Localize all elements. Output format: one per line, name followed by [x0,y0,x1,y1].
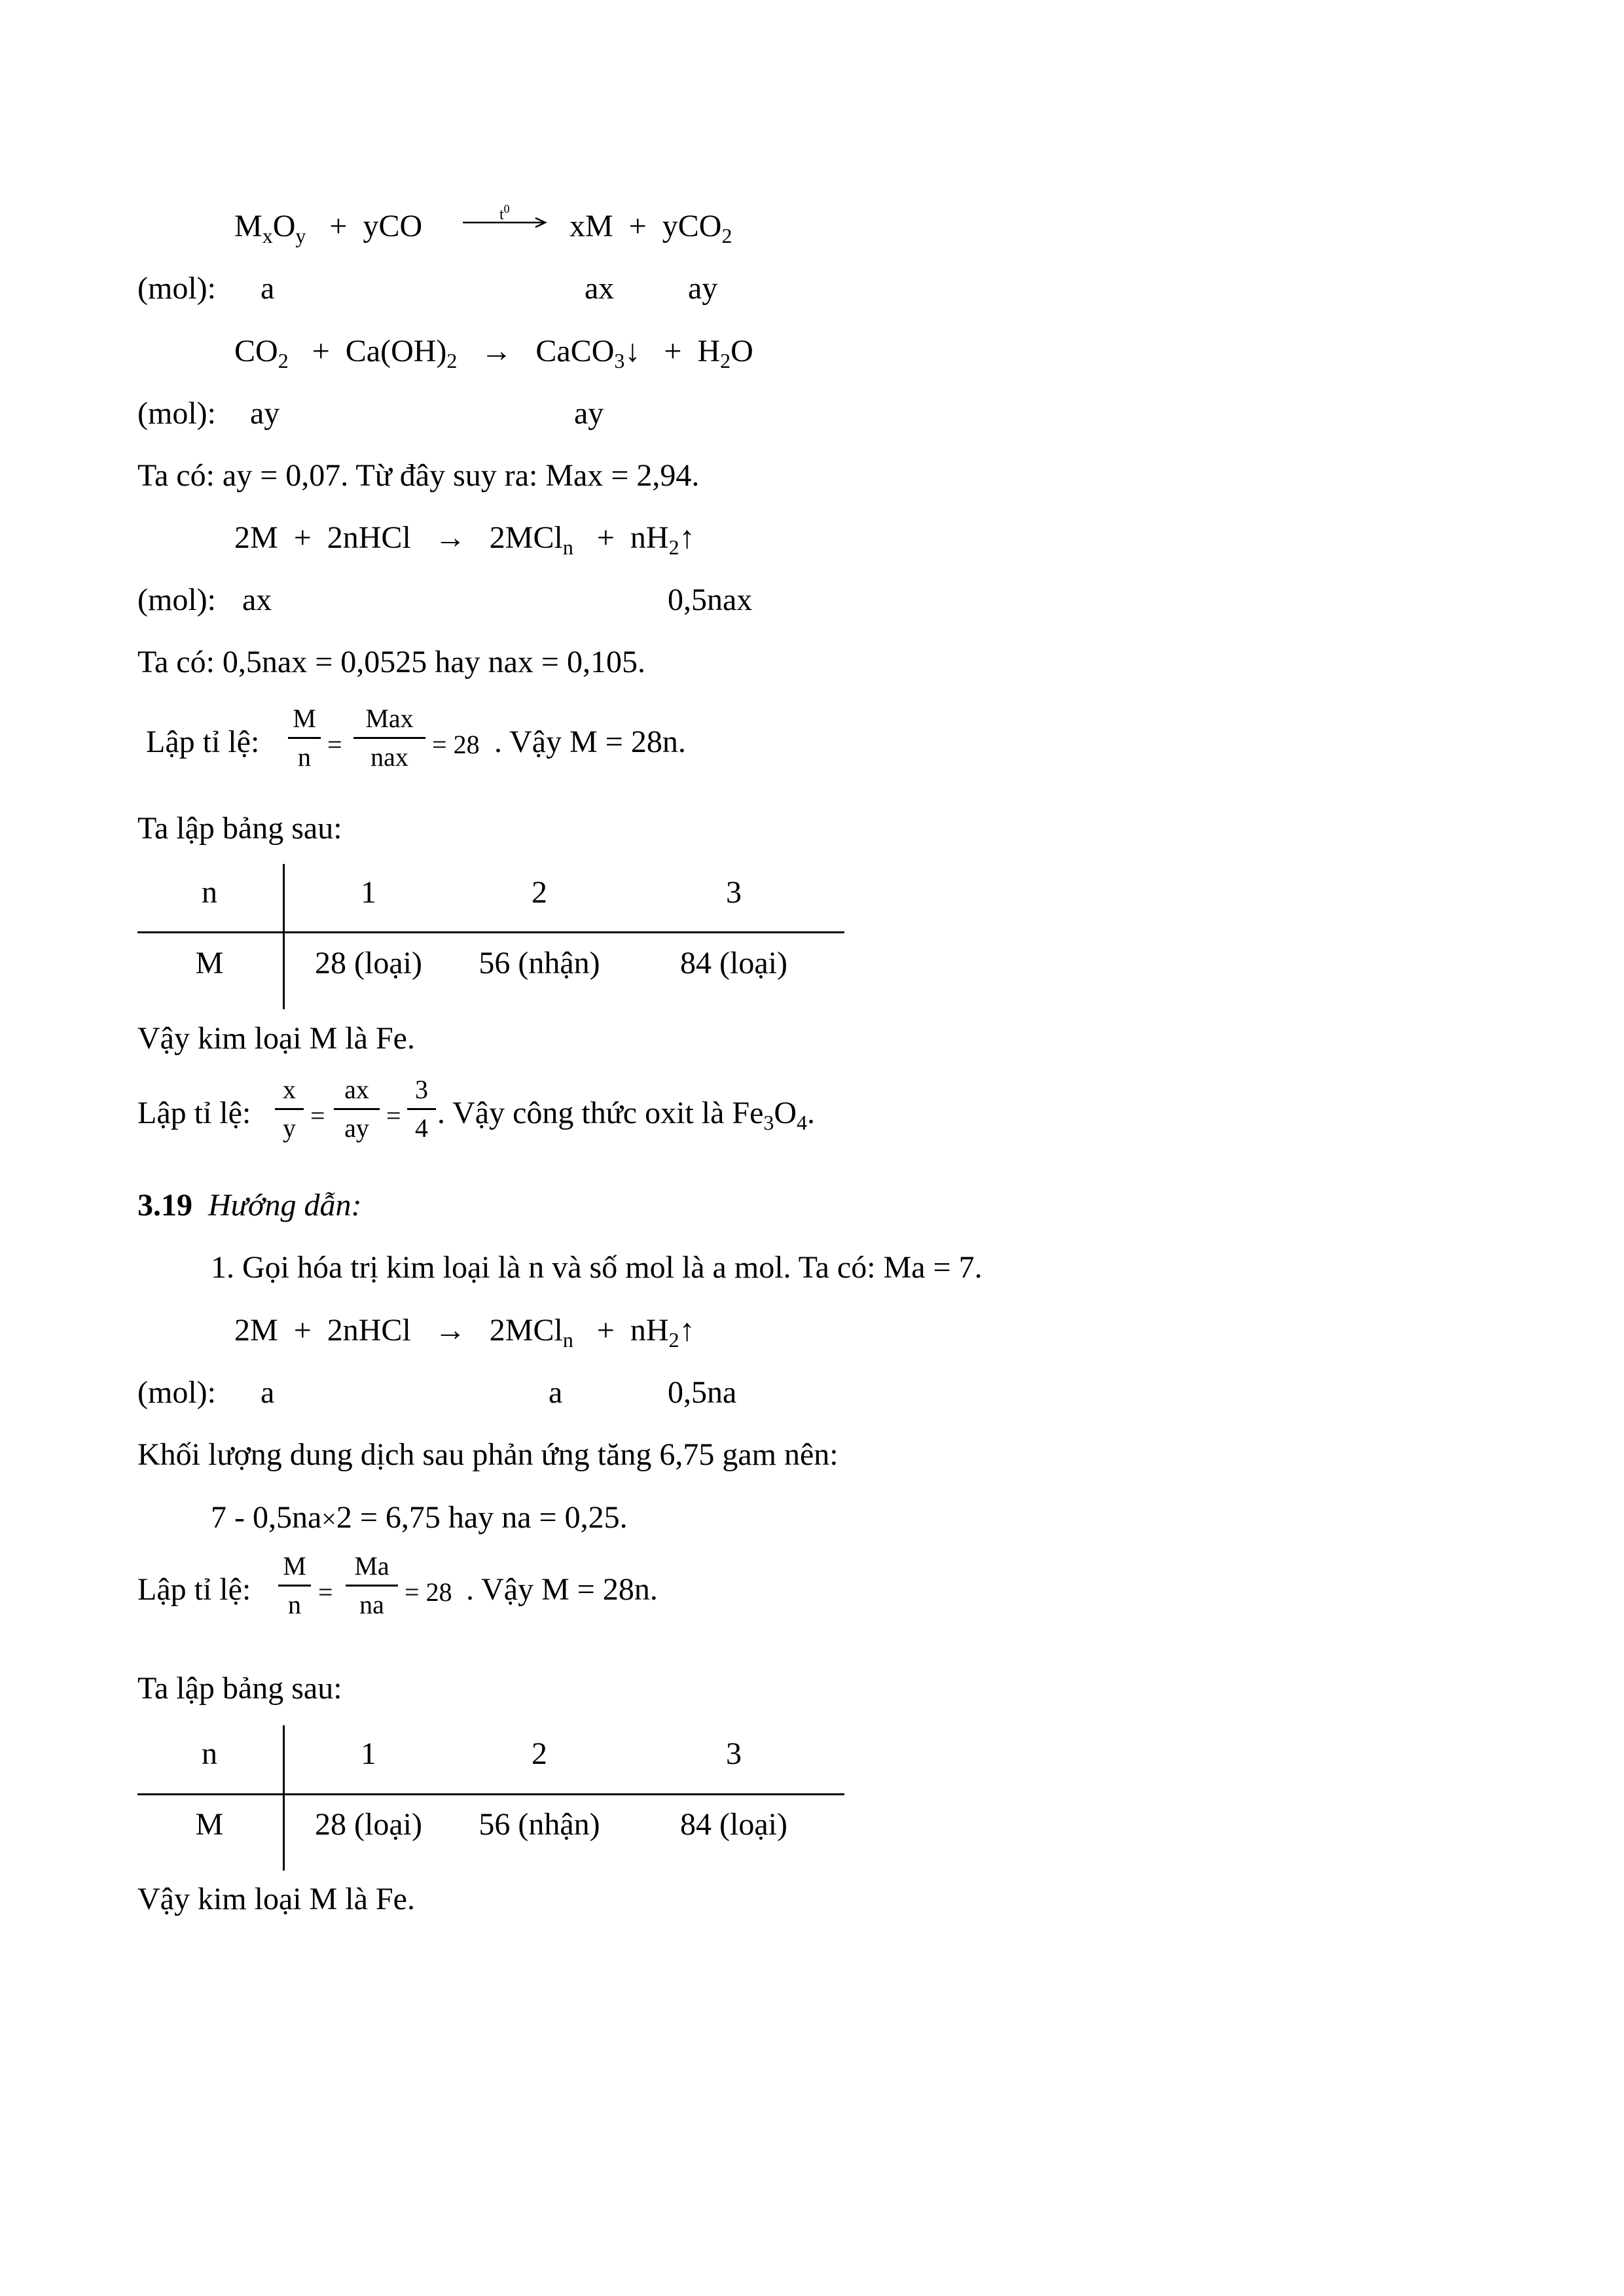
fraction-denominator: nax [370,742,408,772]
formula-part: 2MCl [489,1313,563,1348]
formula-part: H [697,334,721,368]
equals-sign: = [310,1101,325,1130]
fraction [334,1077,380,1141]
reaction-1 [234,209,423,247]
formula-part: CO [234,334,278,368]
formula-part: xM [569,209,613,243]
formula-part: 2nHCl [327,520,411,555]
ratio-result [405,1579,452,1605]
mol-value: ay [574,396,604,431]
table-cell: 1 [361,875,376,910]
subscript: n [562,535,573,559]
plus-sign: + [628,209,647,243]
formula-part: yCO [363,209,423,243]
mol-label: (mol): [137,271,216,306]
subscript: 2 [668,1328,679,1352]
fraction-numerator: ax [344,1075,369,1104]
subscript: 2 [278,349,289,372]
table-cell: 28 (loại) [315,946,422,980]
condition-text: t [499,206,504,223]
table-divider [283,864,285,1009]
reaction-3: 2M + 2nHCl → $2MCl_n + nH_2↑$ [234,520,695,559]
text-line: 1. Gọi hóa trị kim loại là n và số mol là a mol. Ta có: Ma = 7. [211,1250,983,1285]
mol-value: a [261,271,275,306]
formula-part: nH [630,1313,669,1348]
equals-sign: = [327,730,342,759]
fraction-denominator: y [283,1113,296,1143]
subscript: n [562,1328,573,1352]
fraction-numerator: Ma [354,1551,389,1581]
subscript: 4 [797,1111,808,1134]
mol-label: (mol): [137,1375,216,1410]
fraction-denominator: n [298,742,311,772]
table-cell: 3 [726,875,742,910]
period: . [807,1096,816,1130]
mol-value: ay [688,271,718,306]
mol-value: ax [585,271,615,306]
table-divider [137,931,844,933]
fraction-bar [334,1108,380,1110]
fraction [278,1553,311,1618]
reaction-1-products [569,209,732,247]
mol-value: 0,5nax [668,583,753,617]
formula-part: M [234,209,262,243]
section-heading [137,1190,361,1221]
reaction-2: $CO_2 + Ca(OH)_2$ → CaCO$_3$↓ + $H_2O$ [234,334,753,372]
table-header-n: n [202,875,217,910]
formula-part: Ca(OH) [345,334,447,368]
ratio-prefix: Lập tỉ lệ: [137,1096,251,1130]
mol-label: (mol): [137,396,216,431]
subscript: 2 [446,349,458,372]
table-cell: 3 [726,1736,742,1771]
result-value: 28 [453,730,480,759]
ratio-suffix: . Vậy M = 28n. [494,725,686,759]
calc-text: 2 = 6,75 hay na = 0,25. [336,1500,628,1535]
ratio-prefix: Lập tỉ lệ: [146,725,260,759]
fraction-numerator: M [283,1551,306,1581]
subscript: 2 [668,535,679,559]
text-line: Vậy kim loại M là Fe. [137,1882,415,1916]
subscript: 3 [614,349,625,372]
fraction-bar [407,1108,436,1110]
formula-part: O [774,1096,797,1130]
formula-part: 2M [234,520,278,555]
mol-value: ay [250,396,280,431]
equals-sign: = [318,1577,333,1607]
text-line: Ta có: 0,5nax = 0,0525 hay nax = 0,105. [137,645,645,679]
fraction-denominator: ay [344,1113,369,1143]
text-line: Vậy kim loại M là Fe. [137,1021,415,1056]
result-value: 28 [425,1577,452,1607]
table-cell: 1 [361,1736,376,1771]
equals-sign: = [386,1101,401,1130]
mol-label: (mol): [137,583,216,617]
heat-arrow [461,203,550,229]
formula-part: yCO [662,209,722,243]
fraction-numerator: M [293,704,316,733]
text-line: Ta lập bảng sau: [137,1671,342,1706]
ratio-prefix: Lập tỉ lệ: [137,1572,251,1607]
gas-arrow-icon: ↑ [679,1313,695,1348]
mol-value: 0,5na [668,1375,737,1410]
subscript: y [295,224,306,247]
table-header-m: M [195,946,224,980]
precipitate-arrow-icon: ↓ [624,334,641,368]
table-cell: 56 (nhận) [478,1807,600,1842]
fraction-bar [275,1108,304,1110]
calc-text: 7 - 0,5na [211,1500,322,1535]
arrow-icon: → [480,334,513,368]
table-header-n: n [202,1736,217,1771]
equals-sign: = [405,1577,420,1607]
subscript: 2 [721,224,732,247]
fraction-numerator: Max [365,704,414,733]
fraction [275,1077,304,1141]
fraction-denominator: n [288,1590,301,1619]
equals-sign: = [432,730,447,759]
mol-value: ax [242,583,272,617]
fraction-numerator: 3 [415,1075,428,1104]
formula-part: nH [630,520,669,555]
section-number: 3.19 [137,1188,192,1223]
formula-part: O [731,334,753,368]
text-line: Khối lượng dung dịch sau phản ứng tăng 6,75 gam nên: [137,1437,839,1472]
condition-superscript: 0 [503,202,510,215]
fraction-numerator: x [283,1075,296,1104]
fraction [346,1553,398,1618]
arrow-icon: → [434,1313,466,1348]
gas-arrow-icon: ↑ [679,520,695,555]
ratio-result [432,732,480,758]
subscript: 3 [763,1111,774,1134]
suffix-text: . Vậy công thức oxit là Fe [437,1096,764,1130]
ratio-suffix: . Vậy M = 28n. [466,1572,658,1607]
arrow-icon [461,203,550,229]
calc-line [211,1502,628,1534]
fraction-bar [278,1585,311,1587]
table-cell: 84 (loại) [680,946,787,980]
fraction-denominator: 4 [415,1113,428,1143]
mol-value: a [261,1375,275,1410]
table-cell: 84 (loại) [680,1807,787,1842]
table-cell: 56 (nhận) [478,946,600,980]
arrow-icon: → [434,520,466,555]
table-divider [137,1793,844,1795]
subscript: x [262,224,273,247]
formula-part: CaCO [535,334,615,368]
table-cell: 2 [532,1736,547,1771]
fraction-bar [288,737,321,739]
reaction-4: 2M + 2nHCl → $2MCl_n + nH_2↑$ [234,1313,695,1352]
table-divider [283,1725,285,1871]
fraction-denominator: na [359,1590,384,1619]
fraction [353,706,425,770]
text-line: Ta có: ay = 0,07. Từ đây suy ra: Max = 2,94. [137,458,700,493]
formula-part: O [272,209,296,243]
mol-value: a [549,1375,563,1410]
ratio-suffix [437,1096,816,1134]
formula-part: 2MCl [489,520,563,555]
table-cell: 2 [532,875,547,910]
fraction-bar [346,1585,398,1587]
fraction-bar [353,737,425,739]
plus-sign: + [329,209,348,243]
formula-part: 2nHCl [327,1313,411,1348]
section-title: Hướng dẫn: [208,1188,362,1223]
formula-part: 2M [234,1313,278,1348]
times-sign: × [321,1504,336,1534]
table-header-m: M [195,1807,224,1842]
fraction [407,1077,436,1141]
text-line: Ta lập bảng sau: [137,811,342,846]
subscript: 2 [720,349,731,372]
fraction [288,706,321,770]
table-cell: 28 (loại) [315,1807,422,1842]
